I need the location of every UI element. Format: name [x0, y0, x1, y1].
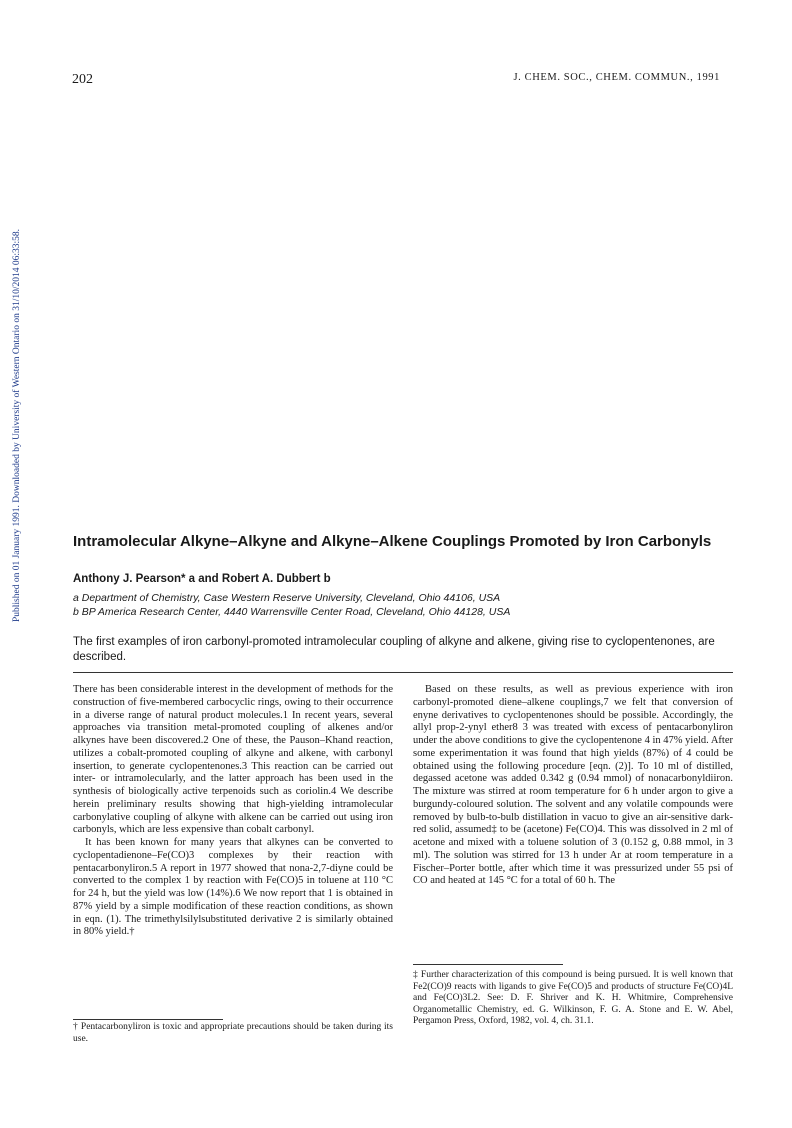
left-footnote-rule [73, 1019, 223, 1020]
right-column [413, 684, 733, 888]
left-paragraph-2: It has been known for many years that alkynes can be converted to cyclopentadienone–Fe(CO)3 complexes by their reaction with pentacarbonyliron.5 A report in 1977 showed that nona-2,7-diyne could be converted to the complex 1 by reaction with Fe(CO)5 in toluene at 110 °C for 24 h, but the yield was low (14%).6 We now report that 1 is obtained in 87% yield by a simple modification of these reaction conditions, as shown in eqn. (1). The trimethylsilylsubstituted derivative 2 is similarly obtained in 80% yield.† [73, 837, 393, 938]
footnote-dagger: † Pentacarbonyliron is toxic and appropriate precautions should be taken during its use. [73, 1022, 393, 1044]
footnote-double-dagger: ‡ Further characterization of this compound is being pursued. It is well known that Fe2(CO)9 reacts with ligands to give Fe(CO)5 and products of structure Fe(CO)4L and Fe(CO)3L2. See: D. F. Shriver and K. H. Whitmire, Comprehensive Organometallic Chemistry, ed. G. Wilkinson, F. G. A. Stone and E. W. Abel, Pergamon Press, Oxford, 1982, vol. 4, ch. 31.1. [413, 970, 733, 1026]
page-number: 202 [72, 72, 93, 87]
download-notice[interactable]: Published on 01 January 1991. Downloaded by University of Western Ontario on 31/10/2014 06:33:58. [12, 228, 22, 622]
author-line: Anthony J. Pearson* a and Robert A. Dubbert b [73, 573, 331, 585]
affiliation-a: a Department of Chemistry, Case Western Reserve University, Cleveland, Ohio 44106, USA [73, 592, 501, 604]
article-title: Intramolecular Alkyne–Alkyne and Alkyne–Alkene Couplings Promoted by Iron Carbonyls [73, 533, 712, 550]
journal-header: J. CHEM. SOC., CHEM. COMMUN., 1991 [513, 72, 720, 83]
header-rule [73, 672, 733, 673]
left-column [73, 684, 393, 939]
right-footnote [413, 970, 733, 1028]
left-footnote [73, 1022, 393, 1045]
right-paragraph-1: Based on these results, as well as previous experience with iron carbonyl-promoted diene–alkene couplings,7 we felt that conversion of enyne derivatives to cyclopentenones should be possible. Accordingly, the allyl prop-2-ynyl ether8 3 was treated with excess of pentacarbonyliron under the above conditions to give the cyclopentenone 4 in 47% yield. After some experimentation it was found that high yields (87%) of 4 could be obtained using the following procedure [eqn. (2)]. To 10 ml of distilled, degassed acetone was added 0.342 g (0.94 mmol) of nonacarbonyldiiron. The mixture was stirred at room temperature for 6 h under argon to give a burgundy-coloured solution. The solvent and any volatile compounds were removed by bulb-to-bulb distillation in vacuo to give an air-sensitive dark-red solid, assumed‡ to be (acetone) Fe(CO)4. This was dissolved in 2 ml of acetone and mixed with a toluene solution of 3 (0.152 g, 0.88 mmol, in 3 ml). The solution was stirred for 13 h under Ar at room temperature in a Fischer–Porter bottle, after which time it was pressurized under 55 psi of CO and heated at 145 °C for a total of 60 h. The [413, 684, 733, 887]
affiliation-b: b BP America Research Center, 4440 Warrensville Center Road, Cleveland, Ohio 44128, USA [73, 606, 511, 618]
left-paragraph-1: There has been considerable interest in the development of methods for the construction of five-membered carbocyclic rings, owing to their occurrence in a diverse range of natural product molecules.1 In recent years, several approaches via transition metal-promoted coupling of alkenes and/or alkynes have been discovered.2 One of these, the Pauson–Khand reaction, utilizes a cobalt-promoted coupling of alkyne and alkene, with carbonyl insertion, to generate cyclopentenones.3 This reaction can be carried out inter- or intramolecularly, and the latter approach has been used in the synthesis of biologically active terpenoids such as coriolin.4 We describe herein preliminary results showing that high-yielding intramolecular carbonylative coupling of alkyne with alkene can be carried out using iron carbonyls, which are less expensive than cobalt carbonyl. [73, 684, 393, 836]
right-footnote-rule [413, 964, 563, 965]
abstract: The first examples of iron carbonyl-promoted intramolecular coupling of alkyne and alkene, giving rise to cyclopentenones, are described. [73, 636, 715, 663]
